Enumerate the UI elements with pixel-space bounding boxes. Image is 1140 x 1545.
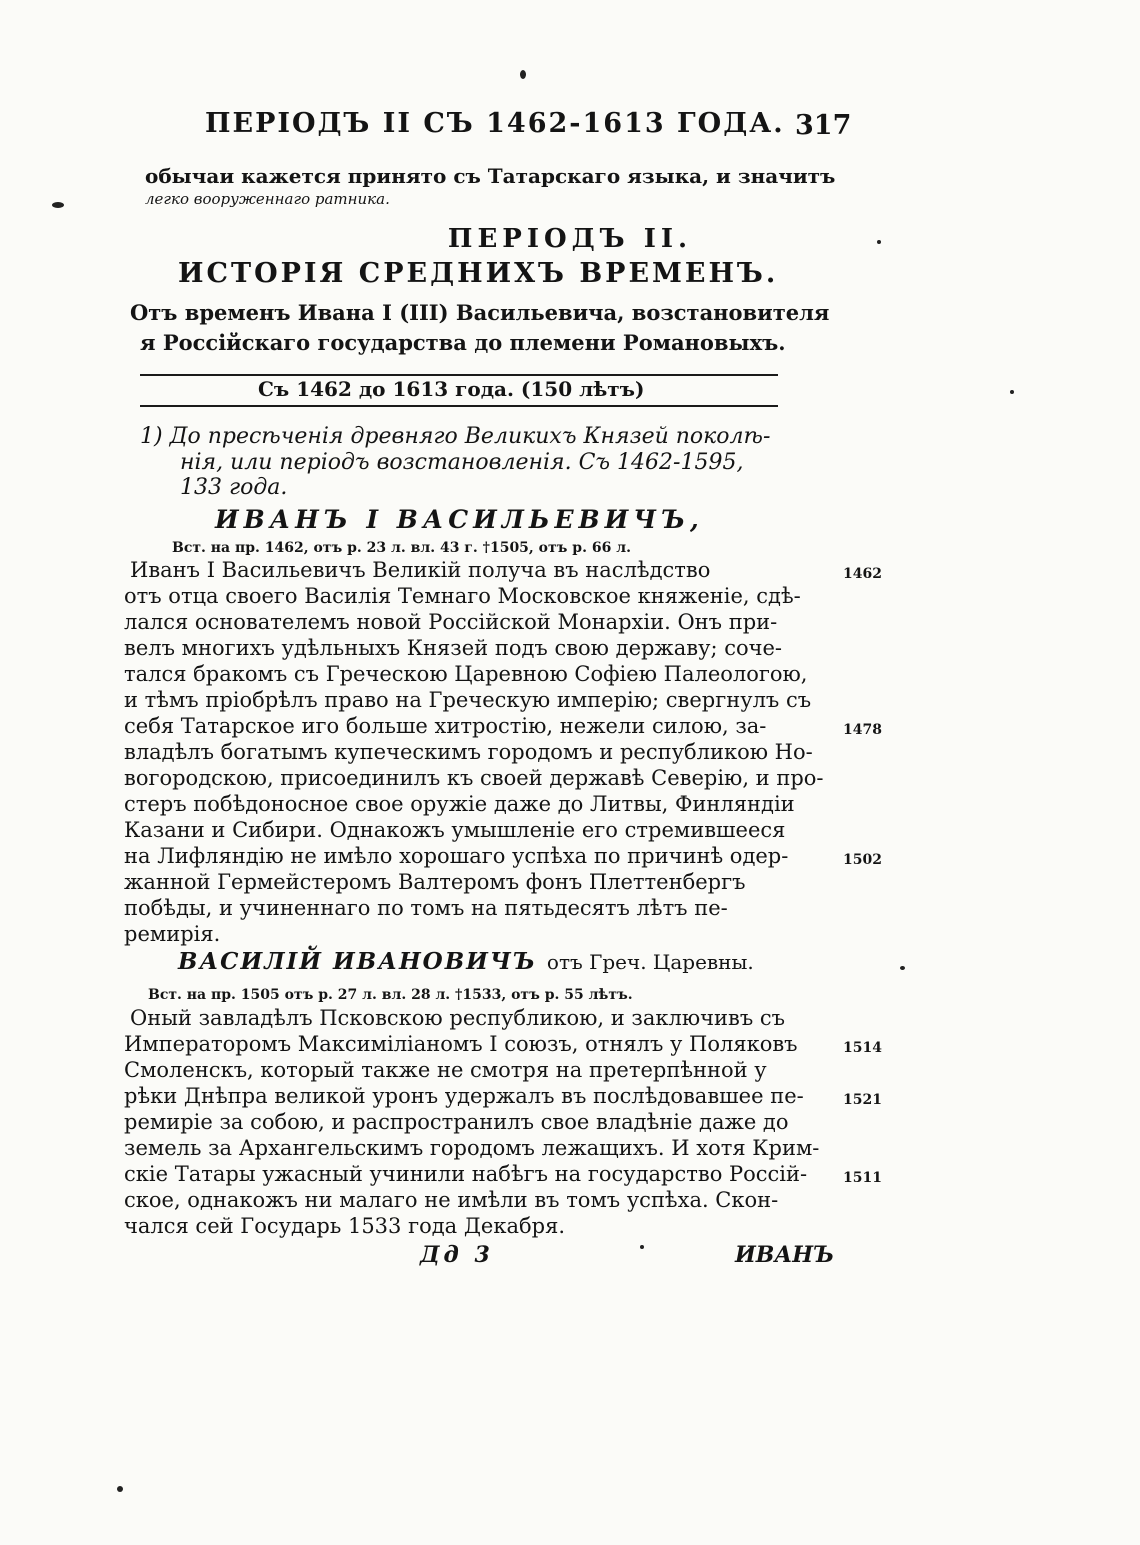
subtitle-line-1: Отъ временъ Ивана I (III) Васильевича, возстановителя [130, 300, 830, 325]
margin-year: 1478 [843, 722, 882, 738]
margin-year: 1514 [843, 1040, 882, 1056]
ruler-heading-ivan: ИВАНЪ I ВАСИЛЬЕВИЧЪ, [215, 505, 704, 534]
text-line: отъ отца своего Василія Темнаго Московское княженіе, сдѣ- [124, 584, 801, 608]
ruler-name-suffix: отъ Греч. Царевны. [546, 950, 754, 974]
text-line: Смоленскъ, который также не смотря на претерпѣнной у [124, 1058, 767, 1082]
subtitle-line-2: я Россійскаго государства до племени Романовыхъ. [140, 330, 786, 355]
signature-mark: Дд 3 [420, 1242, 494, 1268]
text-line: лался основателемъ новой Россійской Монархіи. Онъ при- [124, 610, 778, 634]
text-line: тался бракомъ съ Греческою Царевною Софіею Палеологою, [124, 662, 808, 686]
text-line: чался сей Государь 1533 года Декабря. [124, 1214, 565, 1238]
margin-year: 1511 [843, 1170, 882, 1186]
top-rule [140, 374, 778, 376]
bottom-rule [140, 405, 778, 407]
text-line: ремирія. [124, 922, 221, 946]
ink-speck [640, 1245, 644, 1249]
text-line: владѣлъ богатымъ купеческимъ городомъ и республикою Но- [124, 740, 813, 764]
ink-speck [520, 70, 526, 79]
text-line: Казани и Сибири. Однакожъ умышленіе его стремившееся [124, 818, 786, 842]
footnote-line-2: легко вооруженнаго ратника. [145, 190, 390, 208]
ruler-heading-vasily [178, 948, 754, 975]
text-line: велъ многихъ удѣльныхъ Князей подъ свою державу; соче- [124, 636, 783, 660]
ink-speck [900, 966, 905, 970]
text-line: себя Татарское иго больше хитростію, нежели силою, за- [124, 714, 767, 738]
text-line: и тѣмъ пріобрѣлъ право на Греческую имперію; свергнулъ съ [124, 688, 812, 712]
running-title: ПЕРІОДЪ II СЪ 1462-1613 ГОДА. [205, 108, 785, 139]
text-line: вогородскою, присоединилъ къ своей державѣ Северію, и про- [124, 766, 824, 790]
text-line: жанной Гермейстеромъ Валтеромъ фонъ Плеттенбергъ [124, 870, 746, 894]
text-line: рѣки Днѣпра великой уронъ удержалъ въ послѣдовавшее пе- [124, 1084, 804, 1108]
ink-speck [117, 1486, 123, 1492]
ruler-name-vasily: ВАСИЛІЙ ИВАНОВИЧЪ [178, 948, 537, 975]
text-line: ское, однакожъ ни малаго не имѣли въ томъ успѣха. Скон- [124, 1188, 779, 1212]
text-line: Оный завладѣлъ Псковскою республикою, и заключивъ съ [130, 1006, 785, 1030]
section-line-3: 133 года. [180, 475, 288, 500]
text-line: побѣды, и учиненнаго по томъ на пятьдесятъ лѣтъ пе- [124, 896, 728, 920]
text-line: на Лифляндію не имѣло хорошаго успѣха по причинѣ одер- [124, 844, 789, 868]
catchword: ИВАНЪ [735, 1242, 835, 1268]
text-line: земель за Архангельскимъ городомъ лежащихъ. И хотя Крим- [124, 1136, 820, 1160]
margin-year: 1462 [843, 566, 882, 582]
margin-year: 1521 [843, 1092, 882, 1108]
history-heading: ИСТОРІЯ СРЕДНИХЪ ВРЕМЕНЪ. [178, 258, 779, 289]
text-line: ремиріе за собою, и распространилъ свое владѣніе даже до [124, 1110, 789, 1134]
text-line: Императоромъ Максиміліаномъ I союзъ, отнялъ у Поляковъ [124, 1032, 798, 1056]
text-line: стеръ побѣдоносное свое оружіе даже до Литвы, Финляндіи [124, 792, 795, 816]
years-range: Съ 1462 до 1613 года. (150 лѣтъ) [258, 377, 645, 401]
ink-speck [52, 202, 64, 208]
text-line: Иванъ I Васильевичъ Великій получа въ наслѣдство [130, 558, 711, 582]
ink-speck [1010, 390, 1014, 394]
reign-line-ivan: Вст. на пр. 1462, отъ р. 23 л. вл. 43 г. †1505, отъ р. 66 л. [172, 540, 631, 556]
text-line: скіе Татары ужасный учинили набѣгъ на государство Россій- [124, 1162, 808, 1186]
footnote-line-1: обычаи кажется принято съ Татарскаго языка, и значитъ [145, 164, 836, 188]
margin-year: 1502 [843, 852, 882, 868]
period-heading: ПЕРІОДЪ II. [447, 224, 693, 254]
reign-line-vasily: Вст. на пр. 1505 отъ р. 27 л. вл. 28 л. †1533, отъ р. 55 лѣтъ. [148, 987, 633, 1003]
ink-speck [877, 240, 881, 244]
page-number: 317 [795, 110, 852, 141]
section-line-2: нія, или періодъ возстановленія. Съ 1462-1595, [180, 450, 744, 475]
section-line-1: 1) До пресѣченія древняго Великихъ Князей поколѣ- [140, 424, 771, 449]
